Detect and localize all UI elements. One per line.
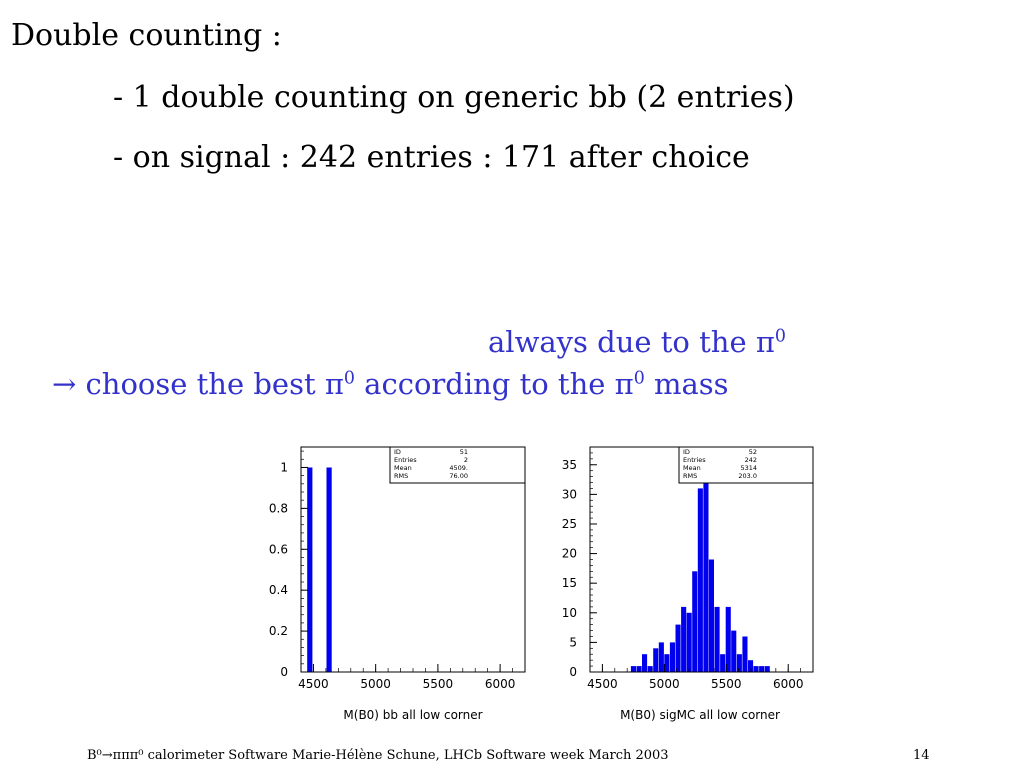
sigmc-histogram-bar xyxy=(748,660,753,672)
slide-title: Double counting : xyxy=(11,18,282,53)
sigmc-y-tick-label: 0 xyxy=(569,665,577,679)
bb-stats-value: 4509. xyxy=(449,464,468,472)
sigmc-x-tick-label: 6000 xyxy=(772,677,804,691)
bb-stats-key: Entries xyxy=(394,456,417,464)
sigmc-histogram-bar xyxy=(670,642,675,672)
sigmc-histogram-bar xyxy=(765,666,770,672)
sigmc-stats-value: 242 xyxy=(744,456,757,464)
bb-y-tick-label: 0.2 xyxy=(268,624,288,639)
slide-number: 14 xyxy=(913,748,930,763)
sigmc-histogram-bar xyxy=(659,642,664,672)
bb-x-tick-label: 4500 xyxy=(298,677,329,691)
sigmc-histogram-bar xyxy=(742,637,747,673)
sigmc-histogram-bar xyxy=(642,654,647,672)
sigmc-histogram-bar xyxy=(692,571,697,672)
sigmc-histogram-bar xyxy=(731,631,736,672)
bb-y-tick-label: 1 xyxy=(280,460,288,475)
note-choose-text-2: according to the π xyxy=(354,367,634,401)
sigmc-x-axis-caption: M(B0) sigMC all low corner xyxy=(620,708,780,722)
right-arrow-icon: → xyxy=(52,367,77,401)
bullet-double-counting-generic: - 1 double counting on generic bb (2 entries) xyxy=(113,80,795,115)
bb-x-tick-label: 5000 xyxy=(360,677,391,691)
sigmc-histogram-bar xyxy=(664,654,669,672)
sigmc-histogram-bar xyxy=(631,666,636,672)
sigmc-histogram-bar xyxy=(726,607,731,672)
note-choose-text-3: mass xyxy=(644,367,729,401)
sigmc-histogram-bar xyxy=(698,488,703,672)
bb-stats-key: Mean xyxy=(394,464,412,472)
note-always-due-text: always due to the π xyxy=(488,325,775,359)
sigmc-histogram-bar xyxy=(709,560,714,673)
sigmc-stats-value: 203.0 xyxy=(738,472,757,480)
sigmc-x-tick-label: 5000 xyxy=(649,677,680,691)
sigmc-y-tick-label: 5 xyxy=(569,635,577,650)
bb-stats-value: 76.00 xyxy=(449,472,468,480)
sigmc-stats-key: Entries xyxy=(683,456,706,464)
sigmc-stats-value: 52 xyxy=(748,448,757,456)
footer-text: B⁰→πππ⁰ calorimeter Software Marie-Hélène Schune, LHCb Software week March 2003 xyxy=(87,748,669,763)
sigmc-histogram-bar xyxy=(653,648,658,672)
sigmc-histogram-bar xyxy=(715,607,720,672)
note-choose-superscript-2: 0 xyxy=(633,368,645,389)
bb-y-tick-label: 0 xyxy=(280,665,288,679)
bb-histogram-bar xyxy=(327,468,332,673)
bb-histogram-bar xyxy=(307,468,312,673)
sigmc-stats-value: 5314 xyxy=(740,464,757,472)
sigmc-histogram-bar xyxy=(687,613,692,672)
sigmc-x-tick-label: 5500 xyxy=(711,677,742,691)
sigmc-histogram-bar xyxy=(720,654,725,672)
note-choose-superscript-1: 0 xyxy=(343,368,355,389)
sigmc-histogram-bar xyxy=(703,459,708,672)
note-always-due-superscript: 0 xyxy=(774,326,786,347)
bullet-signal-entries: - on signal : 242 entries : 171 after choice xyxy=(113,140,750,175)
sigmc-stats-key: RMS xyxy=(683,472,698,480)
sigmc-stats-key: ID xyxy=(683,448,690,456)
bb-y-tick-label: 0.4 xyxy=(268,583,288,598)
sigmc-y-tick-label: 35 xyxy=(561,457,577,472)
bb-x-axis-caption: M(B0) bb all low corner xyxy=(343,708,483,722)
sigmc-y-tick-label: 30 xyxy=(561,487,577,502)
bb-stats-value: 51 xyxy=(459,448,468,456)
sigmc-y-tick-label: 10 xyxy=(561,605,577,620)
bb-x-tick-label: 5500 xyxy=(422,677,454,691)
bb-y-tick-label: 0.8 xyxy=(268,501,288,516)
sigmc-histogram-bar xyxy=(737,654,742,672)
sigmc-y-tick-label: 20 xyxy=(561,546,577,561)
note-choose-text-1: choose the best π xyxy=(76,367,344,401)
bb-y-tick-label: 0.6 xyxy=(268,542,288,557)
sigmc-y-tick-label: 15 xyxy=(561,576,577,591)
bb-stats-key: ID xyxy=(394,448,401,456)
sigmc-histogram-bar xyxy=(754,666,759,672)
bb-stats-key: RMS xyxy=(394,472,409,480)
sigmc-x-tick-label: 4500 xyxy=(587,677,618,691)
bb-x-tick-label: 6000 xyxy=(484,677,516,691)
sigmc-stats-key: Mean xyxy=(683,464,701,472)
sigmc-histogram-bar xyxy=(676,625,681,672)
bb-stats-value: 2 xyxy=(463,456,468,464)
sigmc-y-tick-label: 25 xyxy=(561,516,577,531)
sigmc-histogram-bar xyxy=(681,607,686,672)
sigmc-histogram-bar xyxy=(637,666,642,672)
